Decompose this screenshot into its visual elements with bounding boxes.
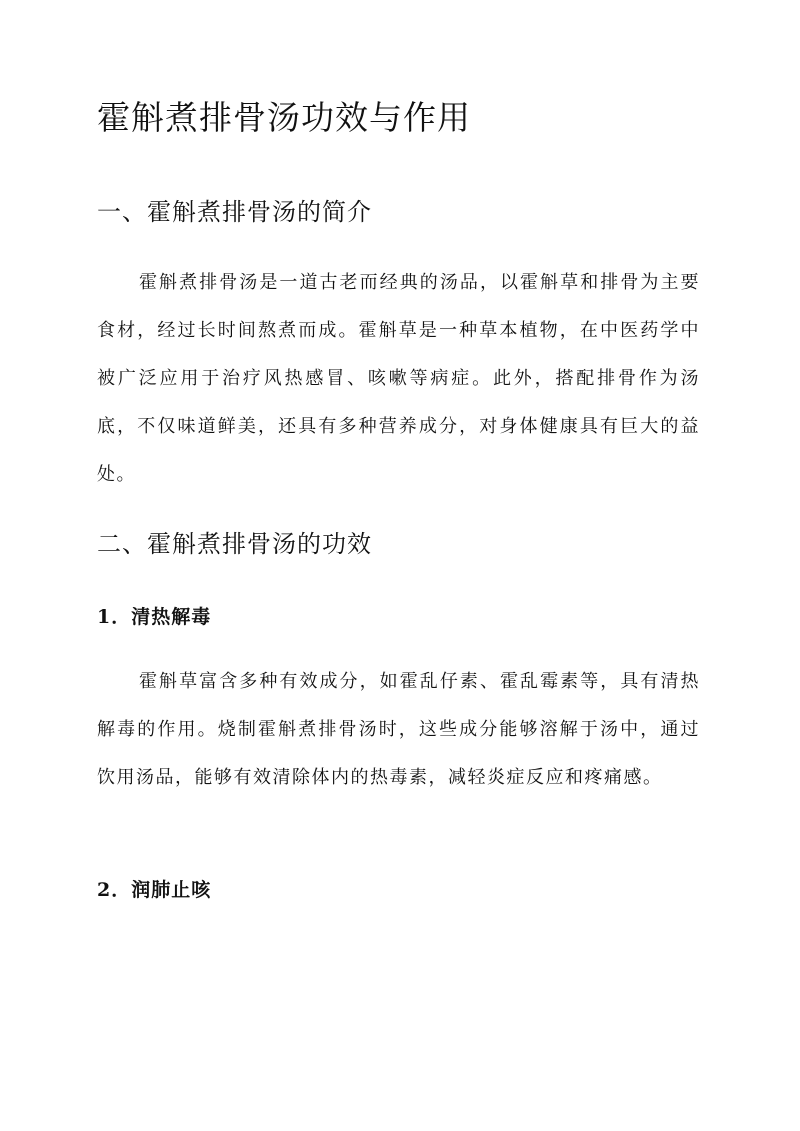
document-title: 霍斛煮排骨汤功效与作用	[97, 98, 471, 137]
section-heading-benefits: 二、霍斛煮排骨汤的功效	[97, 530, 372, 558]
section-heading-introduction: 一、霍斛煮排骨汤的简介	[97, 198, 372, 226]
introduction-paragraph: 霍斛煮排骨汤是一道古老而经典的汤品，以霍斛草和排骨为主要食材，经过长时间熬煮而成。霍斛草是一种草本植物，在中医药学中被广泛应用于治疗风热感冒、咳嗽等病症。此外，搭配排骨作为汤底，不仅味道鲜美，还具有多种营养成分，对身体健康具有巨大的益处。	[97, 272, 700, 485]
subsection-heading-clear-heat: 1．清热解毒	[97, 606, 212, 628]
clear-heat-paragraph: 霍斛草富含多种有效成分，如霍乱仔素、霍乱霉素等，具有清热解毒的作用。烧制霍斛煮排骨汤时，这些成分能够溶解于汤中，通过饮用汤品，能够有效清除体内的热毒素，减轻炎症反应和疼痛感。	[97, 671, 700, 788]
subsection-heading-moisten-lungs: 2．润肺止咳	[97, 879, 212, 901]
